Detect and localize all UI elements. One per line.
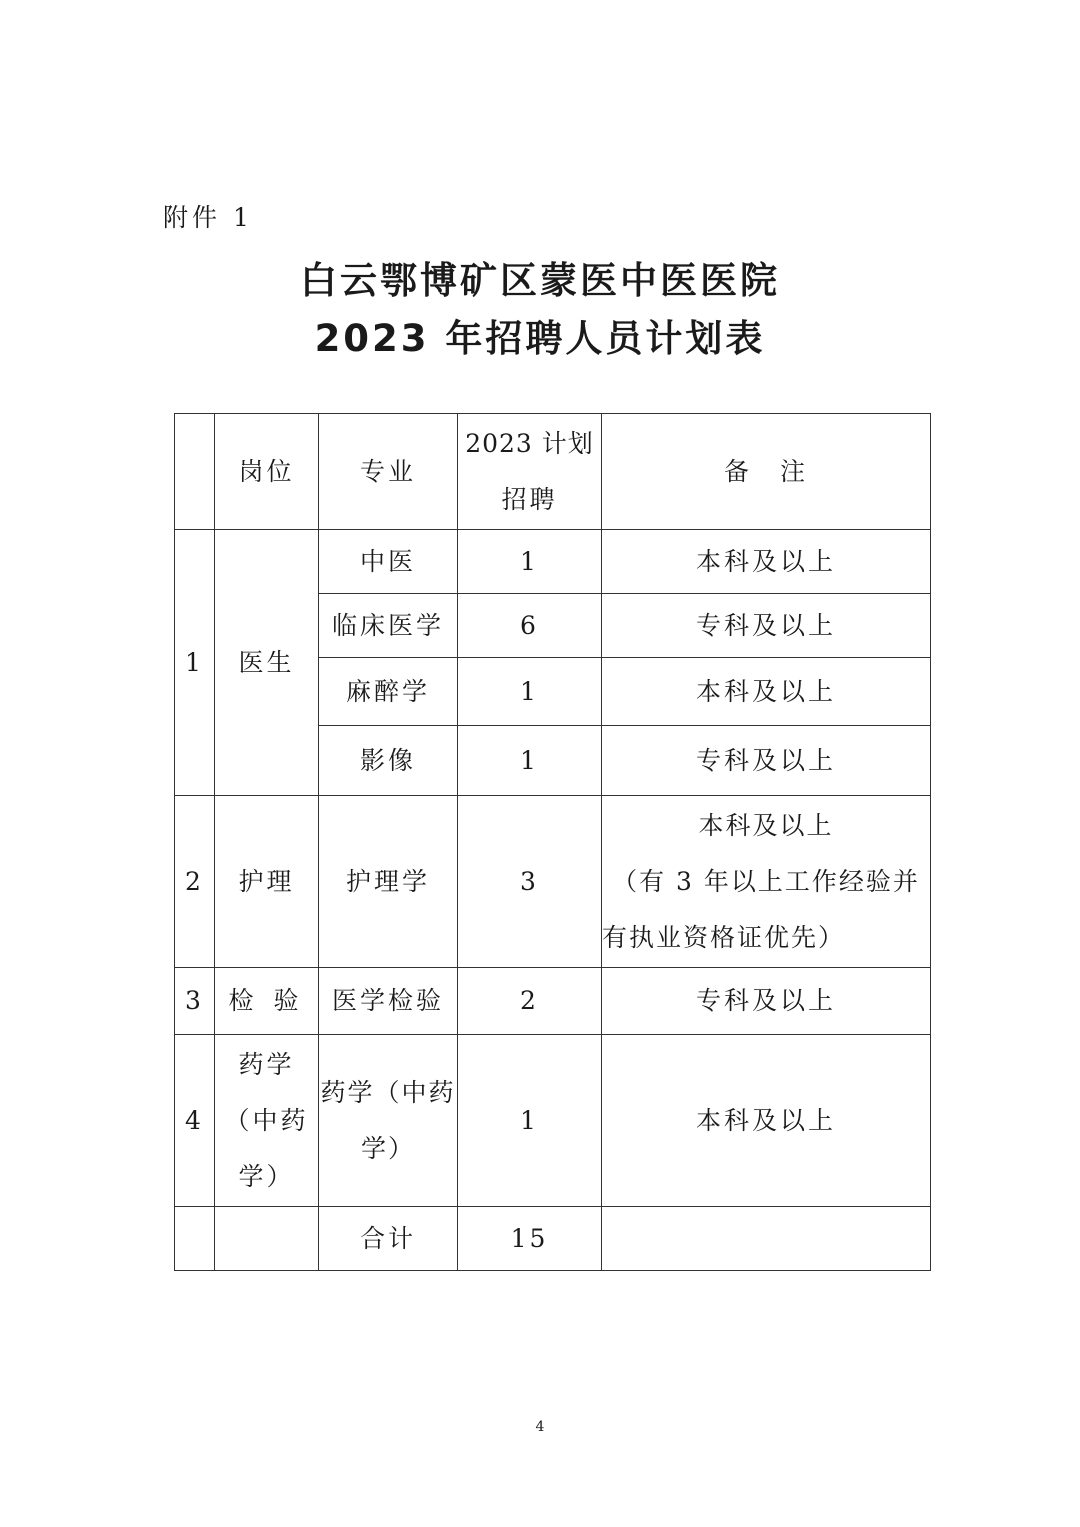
remarks-header: 备 注 (602, 414, 931, 530)
attachment-label: 附件 1 (163, 203, 253, 232)
total-remark (602, 1207, 931, 1271)
table-row (175, 968, 931, 1035)
plan-header-line1: 2023 计划 (465, 428, 594, 458)
row-index: 3 (175, 968, 215, 1035)
row-index: 2 (175, 796, 215, 968)
row-major: 医学检验 (319, 968, 458, 1035)
row-remark: 本科及以上 (602, 1035, 931, 1207)
row-remark: 本科及以上 (602, 530, 931, 594)
row-remark: 本科及以上 (602, 658, 931, 726)
row-index: 1 (175, 530, 215, 796)
table-row (175, 530, 931, 594)
document-subtitle: 2023 年招聘人员计划表 (314, 317, 766, 360)
remark-line: （有 3 年以上工作经验并 (612, 866, 920, 896)
plan-header-line2: 招聘 (501, 484, 558, 514)
row-count: 3 (458, 796, 602, 968)
row-position: 护理 (215, 796, 319, 968)
total-position (215, 1207, 319, 1271)
row-major (319, 1035, 458, 1207)
row-position: 检 验 (215, 968, 319, 1035)
major-line: 学） (360, 1133, 415, 1163)
position-line: 药学 (238, 1049, 295, 1079)
major-line: 药学（中药 (320, 1077, 456, 1107)
row-remark (602, 796, 931, 968)
row-major: 中医 (319, 530, 458, 594)
row-position (215, 1035, 319, 1207)
plan-header (458, 414, 602, 530)
header-row (175, 414, 931, 530)
document-title: 白云鄂博矿区蒙医中医医院 (300, 259, 780, 302)
row-major: 影像 (319, 726, 458, 796)
table-row (175, 1035, 931, 1207)
major-header: 专业 (319, 414, 458, 530)
page-number: 4 (535, 1419, 545, 1435)
row-major: 护理学 (319, 796, 458, 968)
row-count: 1 (458, 530, 602, 594)
total-index (175, 1207, 215, 1271)
table-row (175, 796, 931, 968)
index-header (175, 414, 215, 530)
row-count: 2 (458, 968, 602, 1035)
row-count: 1 (458, 1035, 602, 1207)
position-line: 学） (238, 1161, 295, 1191)
row-remark: 专科及以上 (602, 594, 931, 658)
row-remark: 专科及以上 (602, 968, 931, 1035)
row-index: 4 (175, 1035, 215, 1207)
position-header: 岗位 (215, 414, 319, 530)
total-label: 合计 (319, 1207, 458, 1271)
row-count: 1 (458, 658, 602, 726)
recruitment-plan-table (174, 413, 931, 1271)
remark-line: 有执业资格证优先） (602, 922, 846, 952)
row-position: 医生 (215, 530, 319, 796)
row-count: 6 (458, 594, 602, 658)
row-major: 麻醉学 (319, 658, 458, 726)
total-row (175, 1207, 931, 1271)
row-count: 1 (458, 726, 602, 796)
position-line: （中药 (224, 1105, 309, 1135)
total-count: 15 (458, 1207, 602, 1271)
row-remark: 专科及以上 (602, 726, 931, 796)
remark-line: 本科及以上 (698, 810, 834, 840)
row-major: 临床医学 (319, 594, 458, 658)
